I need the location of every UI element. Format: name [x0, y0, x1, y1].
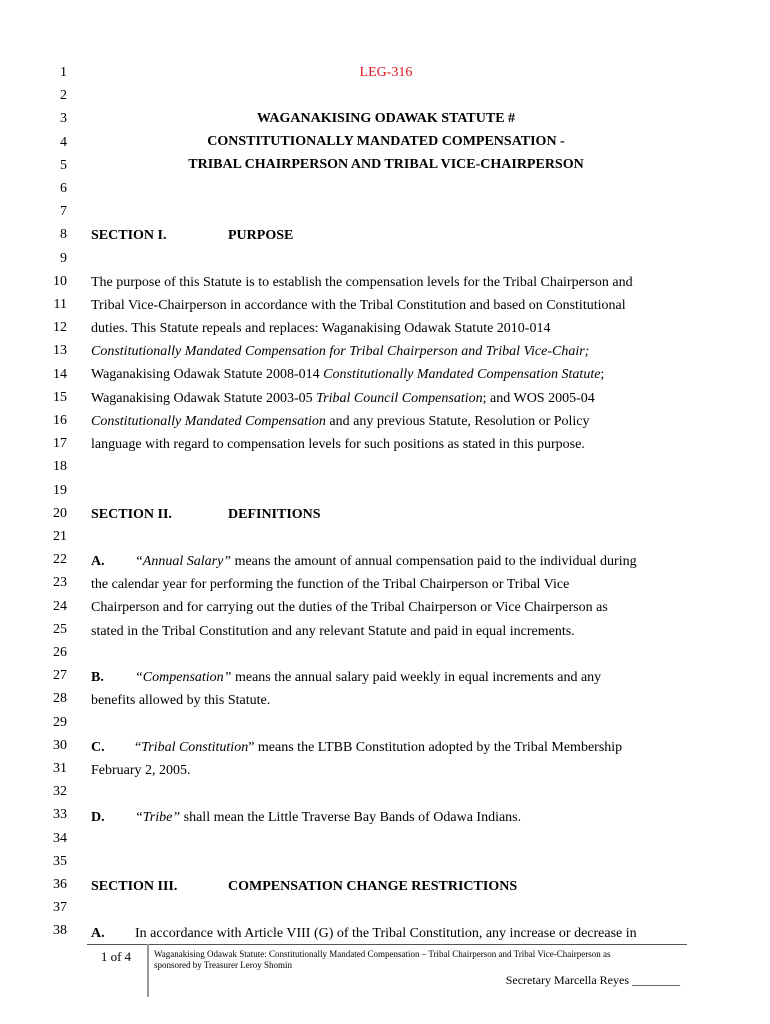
line-number: 6	[60, 181, 67, 196]
footer-caption-line-1: Waganakising Odawak Statute: Constitutionally Mandated Compensation – Tribal Chairperson and Tribal Vice-Chairperson as	[154, 949, 611, 959]
leg-code: LEG-316	[359, 65, 413, 80]
purpose-line-15	[91, 391, 691, 407]
definition-d-letter: D.	[91, 810, 105, 825]
line-number: 14	[53, 366, 67, 382]
line-number: 24	[53, 598, 67, 614]
purpose-line-17: language with regard to compensation levels for such positions as stated in this purpose.	[91, 437, 585, 452]
footer-vertical-divider	[147, 944, 149, 997]
line-number: 38	[53, 923, 67, 939]
line-number: 12	[53, 320, 67, 336]
line-number: 34	[53, 830, 67, 846]
line-number: 35	[53, 853, 67, 869]
line-number: 9	[60, 250, 67, 266]
text-span: ; and WOS 2005-04	[482, 391, 595, 406]
statute-title-line-1: WAGANAKISING ODAWAK STATUTE #	[256, 111, 516, 126]
secretary-signature-line: Secretary Marcella Reyes ________	[505, 973, 680, 987]
text-span: means the annual salary paid weekly in equal increments and any	[231, 670, 602, 685]
purpose-line-11: Tribal Vice-Chairperson in accordance with the Tribal Constitution and based on Constitutional	[91, 298, 626, 313]
line-number: 11	[53, 297, 67, 312]
line-number: 28	[53, 691, 67, 707]
definition-a-line-22	[91, 554, 691, 570]
repealed-statute-title-2003: Tribal Council Compensation	[316, 391, 483, 406]
text-span: ” means the LTBB Constitution adopted by the Tribal Membership	[248, 740, 623, 755]
text-span: ;	[600, 367, 605, 382]
purpose-line-13	[91, 344, 691, 360]
line-number: 3	[60, 111, 67, 127]
repealed-statute-title-2005: Constitutionally Mandated Compensation	[91, 414, 326, 429]
purpose-line-10: The purpose of this Statute is to establish the compensation levels for the Tribal Chairperson and	[91, 275, 633, 290]
line-number: 17	[53, 436, 67, 452]
definition-c-letter: C.	[91, 740, 105, 755]
footer-caption	[154, 949, 684, 971]
page-of-label: of	[107, 949, 125, 964]
line-number: 36	[53, 877, 67, 892]
line-number: 29	[53, 714, 67, 730]
definition-b-term: “Compensation”	[135, 670, 232, 685]
page-total: 4	[124, 949, 132, 964]
line-number: 25	[53, 621, 67, 637]
statute-title-line-2: CONSTITUTIONALLY MANDATED COMPENSATION -	[207, 134, 565, 149]
restriction-a-letter: A.	[91, 926, 105, 941]
line-number: 27	[53, 668, 67, 684]
repealed-statute-title-2010: Constitutionally Mandated Compensation for Tribal Chairperson and Tribal Vice-Chair;	[91, 344, 590, 359]
line-number: 18	[53, 459, 67, 475]
definition-d-term: “Tribe”	[135, 810, 181, 825]
definition-c-line-31: February 2, 2005.	[91, 763, 191, 778]
line-number: 7	[60, 204, 67, 220]
text-span: means the amount of annual compensation paid to the individual during	[231, 554, 637, 569]
text-span: In accordance with Article VIII (G) of the Tribal Constitution, any increase or decrease in	[135, 926, 637, 941]
line-number: 23	[53, 575, 67, 591]
line-number: 22	[53, 552, 67, 568]
line-number: 21	[53, 529, 67, 544]
line-number: 37	[53, 900, 67, 916]
line-number: 30	[53, 737, 67, 753]
line-number: 10	[53, 273, 67, 289]
restriction-a-line-38	[91, 926, 691, 942]
definition-b-line-27	[91, 670, 691, 686]
text-span: Waganakising Odawak Statute 2008-014	[91, 367, 324, 382]
section-2-title: DEFINITIONS	[228, 507, 321, 522]
line-number: 31	[53, 761, 67, 776]
line-number: 33	[53, 807, 67, 823]
repealed-statute-title-2008: Constitutionally Mandated Compensation Statute	[323, 367, 601, 382]
definition-c-line-30	[91, 740, 691, 756]
definition-a-letter: A.	[91, 554, 105, 569]
section-3-label: SECTION III.	[91, 879, 178, 894]
page-number	[88, 950, 144, 964]
text-span: Waganakising Odawak Statute 2003-05	[91, 391, 317, 406]
line-number: 5	[60, 157, 67, 173]
text-span: “	[135, 740, 142, 755]
page-current: 1	[100, 949, 108, 964]
line-number: 13	[53, 343, 67, 359]
line-number: 4	[60, 134, 67, 150]
definition-a-term: “Annual Salary”	[135, 554, 232, 569]
line-number: 1	[60, 65, 67, 80]
purpose-line-14	[91, 367, 691, 383]
footer-caption-line-2: sponsored by Treasurer Leroy Shomin	[154, 960, 292, 970]
definition-c-term: Tribal Constitution	[141, 740, 249, 755]
text-span: shall mean the Little Traverse Bay Bands of Odawa Indians.	[180, 810, 522, 825]
definition-b-letter: B.	[91, 670, 104, 685]
line-number: 8	[60, 227, 67, 243]
line-number: 32	[53, 784, 67, 800]
definition-a-line-23: the calendar year for performing the function of the Tribal Chairperson or Tribal Vice	[91, 577, 570, 592]
purpose-line-16	[91, 414, 691, 430]
line-number: 19	[53, 482, 67, 498]
definition-b-line-28: benefits allowed by this Statute.	[91, 693, 271, 708]
definition-d-line-33	[91, 810, 691, 826]
section-1-title: PURPOSE	[228, 228, 294, 243]
section-2-label: SECTION II.	[91, 507, 172, 522]
section-1-label: SECTION I.	[91, 228, 167, 243]
line-number: 26	[53, 645, 67, 660]
text-span: and any previous Statute, Resolution or Policy	[325, 414, 590, 429]
statute-title-line-3: TRIBAL CHAIRPERSON AND TRIBAL VICE-CHAIRPERSON	[188, 157, 584, 172]
definition-a-line-25: stated in the Tribal Constitution and any relevant Statute and paid in equal increments.	[91, 624, 575, 639]
purpose-line-12: duties. This Statute repeals and replaces: Waganakising Odawak Statute 2010-014	[91, 321, 551, 336]
footer-divider	[87, 944, 687, 945]
line-number: 20	[53, 505, 67, 521]
line-number: 2	[60, 88, 67, 104]
definition-a-line-24: Chairperson and for carrying out the duties of the Tribal Chairperson or Vice Chairperson as	[91, 600, 608, 615]
section-3-title: COMPENSATION CHANGE RESTRICTIONS	[228, 879, 518, 894]
line-number: 16	[53, 413, 67, 428]
line-number: 15	[53, 389, 67, 405]
